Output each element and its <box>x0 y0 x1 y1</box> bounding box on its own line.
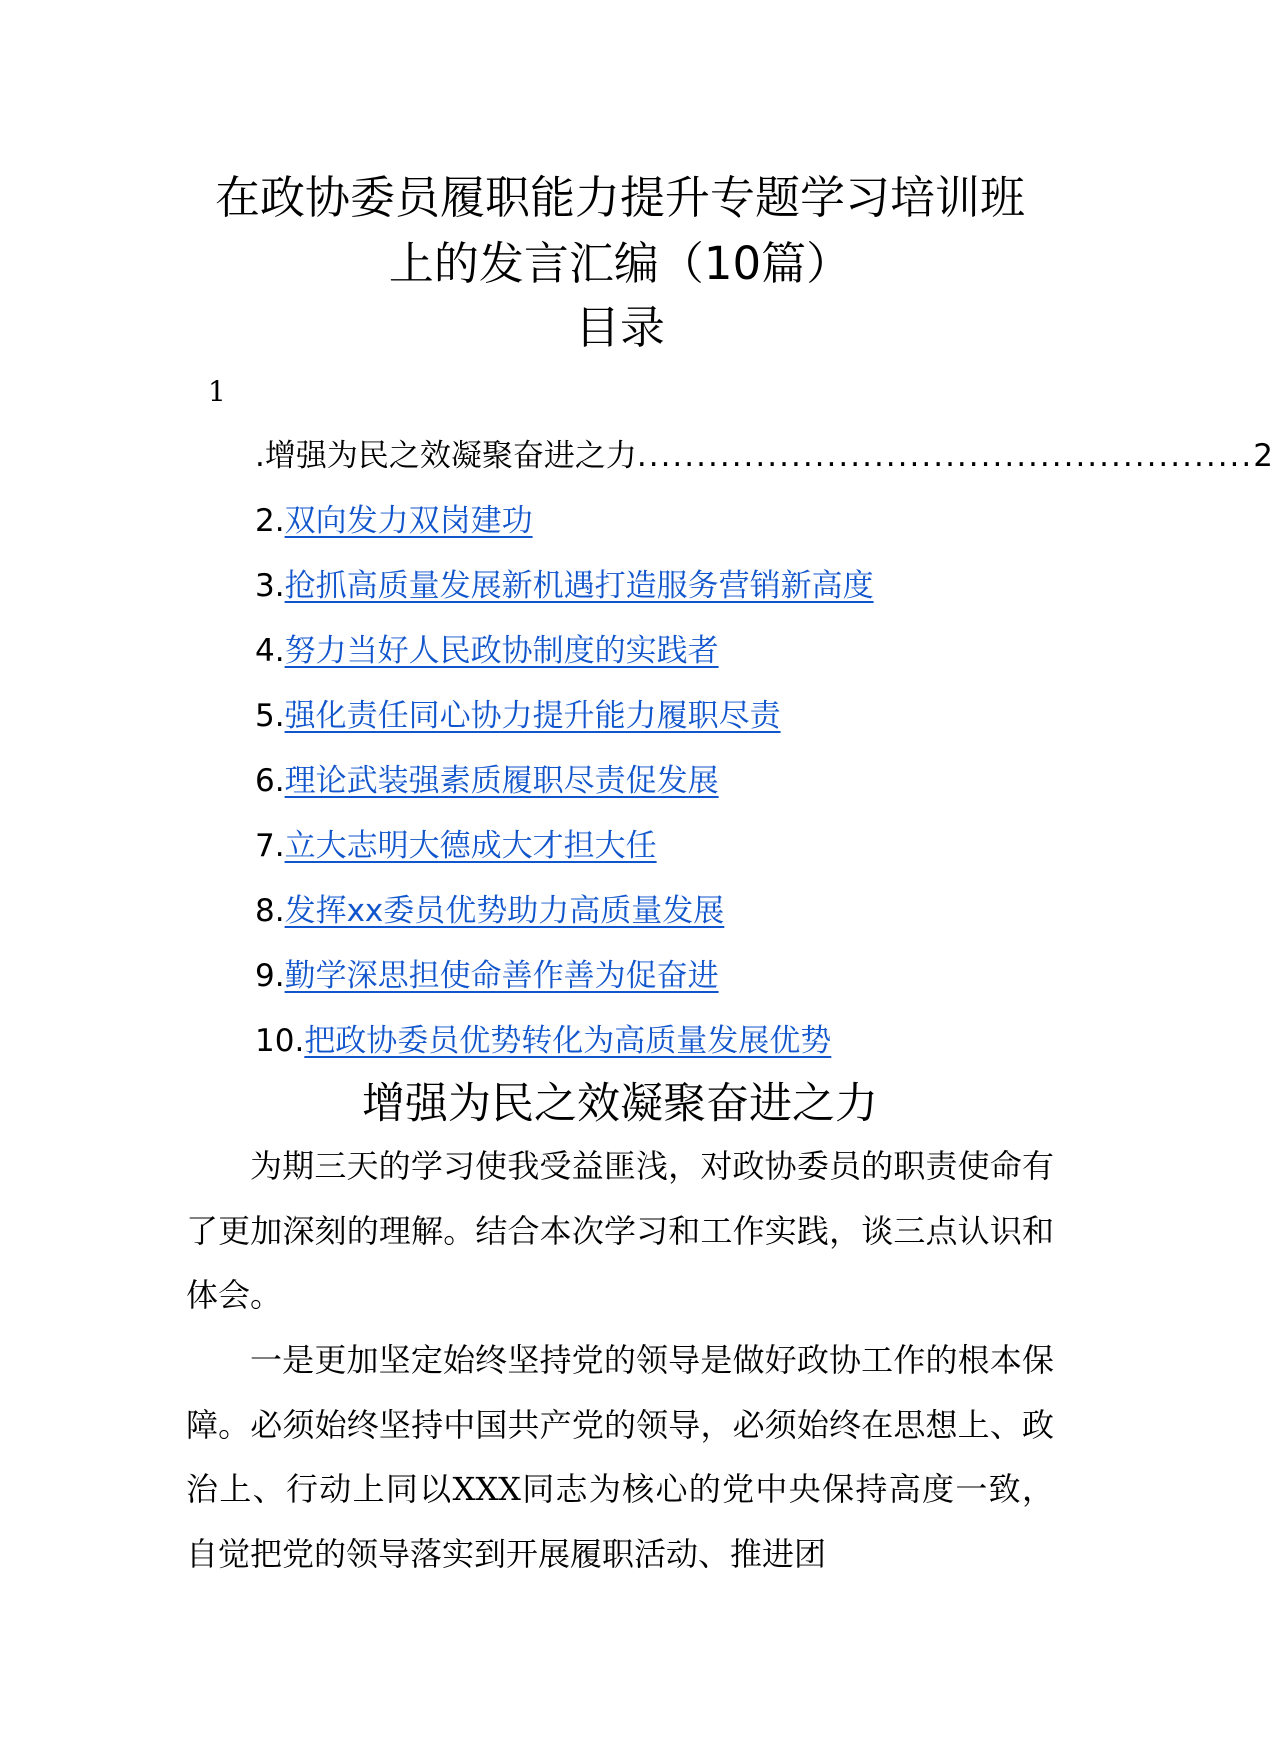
toc-entry-2[interactable] <box>255 499 1055 564</box>
toc-entry-number: 2. <box>255 503 285 539</box>
toc-entry-1-page: 2 <box>1253 438 1273 474</box>
toc-entry-7[interactable] <box>255 824 1055 889</box>
article-paragraph-2 <box>186 1328 1054 1586</box>
toc-entry-3[interactable] <box>255 564 1055 629</box>
toc-link[interactable]: 立大志明大德成大才担大任 <box>284 828 657 864</box>
toc-link[interactable]: 努力当好人民政协制度的实践者 <box>284 633 719 669</box>
toc-entry-number: 6. <box>255 763 285 799</box>
toc-entry-number: 10. <box>255 1023 305 1059</box>
toc-link[interactable]: 强化责任同心协力提升能力履职尽责 <box>284 698 781 734</box>
document-title-line2: 上的发言汇编（10篇） <box>388 237 852 290</box>
document-title-line1: 在政协委员履职能力提升专题学习培训班 <box>214 171 1025 224</box>
article-title: 增强为民之效凝聚奋进之力 <box>362 1079 878 1129</box>
toc-entry-1[interactable] <box>255 434 1273 499</box>
table-of-contents <box>255 434 1273 1084</box>
toc-entry-number: 4. <box>255 633 285 669</box>
toc-entry-1-label: .增强为民之效凝聚奋进之力 <box>255 438 637 474</box>
stray-number: 1 <box>208 375 226 408</box>
toc-entry-number: 7. <box>255 828 285 864</box>
toc-entry-number: 8. <box>255 893 285 929</box>
toc-leader-dots: .................................................... <box>636 438 1254 474</box>
toc-entry-8[interactable] <box>255 889 1055 954</box>
toc-link[interactable]: 勤学深思担使命善作善为促奋进 <box>284 958 719 994</box>
paragraph-2-placeholder-name: XXX <box>452 1470 521 1508</box>
toc-entry-number: 3. <box>255 568 285 604</box>
toc-entry-6[interactable] <box>255 759 1055 824</box>
toc-link[interactable]: 把政协委员优势转化为高质量发展优势 <box>304 1023 832 1059</box>
paragraph-2-part-a: 一是更加坚定始终坚持党的领导是做好政协工作的根本保障。必须始终坚持中国共产党的领导，必须始终在思想上、政治上、行动上同以 <box>186 1341 1054 1508</box>
toc-entry-4[interactable] <box>255 629 1055 694</box>
toc-entry-number: 9. <box>255 958 285 994</box>
article-paragraph-1: 为期三天的学习使我受益匪浅，对政协委员的职责使命有了更加深刻的理解。结合本次学习和工作实践，谈三点认识和体会。 <box>186 1147 1054 1314</box>
toc-link[interactable]: 发挥xx委员优势助力高质量发展 <box>284 893 725 929</box>
toc-link[interactable]: 理论武装强素质履职尽责促发展 <box>284 763 719 799</box>
toc-entry-9[interactable] <box>255 954 1055 1019</box>
toc-entry-number: 5. <box>255 698 285 734</box>
toc-heading: 目录 <box>574 301 665 354</box>
toc-entry-5[interactable] <box>255 694 1055 759</box>
paragraph-2-part-b: 同志为核心的党中央保持高度一致，自觉把党的领导落实到开展履职活动、推进团 <box>186 1470 1054 1573</box>
toc-link[interactable]: 双向发力双岗建功 <box>284 503 533 539</box>
toc-link[interactable]: 抢抓高质量发展新机遇打造服务营销新高度 <box>284 568 874 604</box>
